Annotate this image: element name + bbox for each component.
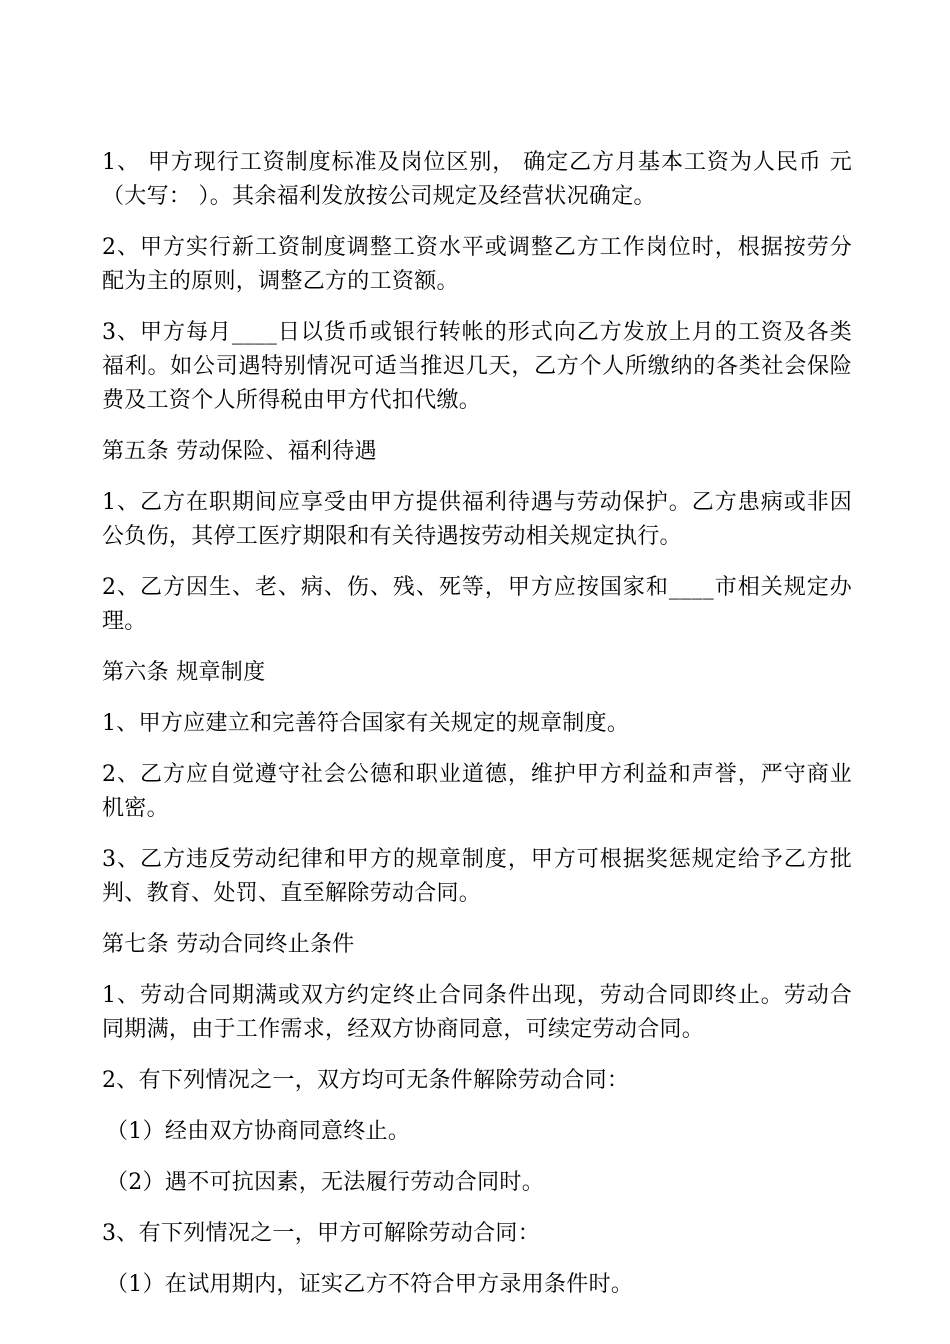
clause-7-item-2-sub-2: （2）遇不可抗因素，无法履行劳动合同时。 <box>106 1170 544 1195</box>
clause-5-item-1: 1、乙方在职期间应享受由甲方提供福利待遇与劳动保护。乙方患病或非因公负伤，其停工医疗期限和有关待遇按劳动相关规定执行。 <box>102 490 852 549</box>
clause-6-item-2: 2、乙方应自觉遵守社会公德和职业道德，维护甲方利益和声誉，严守商业机密。 <box>102 762 852 821</box>
clause-7-heading: 第七条 劳动合同终止条件 <box>102 932 355 957</box>
clause-5-item-2: 2、乙方因生、老、病、伤、残、死等，甲方应按国家和____市相关规定办理。 <box>102 575 852 634</box>
clause-7-item-3-sub-1: （1）在试用期内，证实乙方不符合甲方录用条件时。 <box>106 1272 634 1297</box>
clause-7-item-3: 3、有下列情况之一，甲方可解除劳动合同： <box>102 1221 540 1246</box>
clause-4-item-3: 3、甲方每月____日以货币或银行转帐的形式向乙方发放上月的工资及各类福利。如公司遇特别情况可适当推迟几天，乙方个人所缴纳的各类社会保险费及工资个人所得税由甲方代扣代缴。 <box>102 320 852 413</box>
clause-5-heading: 第五条 劳动保险、福利待遇 <box>102 439 377 464</box>
clause-4-item-1: 1、 甲方现行工资制度标准及岗位区别， 确定乙方月基本工资为人民币 元（大写： ）。其余福利发放按公司规定及经营状况确定。 <box>102 150 852 209</box>
clause-7-item-2-sub-1: （1）经由双方协商同意终止。 <box>106 1119 411 1144</box>
clause-7-item-1: 1、劳动合同期满或双方约定终止合同条件出现，劳动合同即终止。劳动合同期满，由于工作需求，经双方协商同意，可续定劳动合同。 <box>102 983 852 1042</box>
clause-6-heading: 第六条 规章制度 <box>102 660 266 685</box>
clause-4-item-2: 2、甲方实行新工资制度调整工资水平或调整乙方工作岗位时，根据按劳分配为主的原则，调整乙方的工资额。 <box>102 235 852 294</box>
clause-7-item-2: 2、有下列情况之一，双方均可无条件解除劳动合同： <box>102 1068 630 1093</box>
clause-6-item-3: 3、乙方违反劳动纪律和甲方的规章制度，甲方可根据奖惩规定给予乙方批判、教育、处罚、直至解除劳动合同。 <box>102 847 852 906</box>
clause-6-item-1: 1、甲方应建立和完善符合国家有关规定的规章制度。 <box>102 711 630 736</box>
